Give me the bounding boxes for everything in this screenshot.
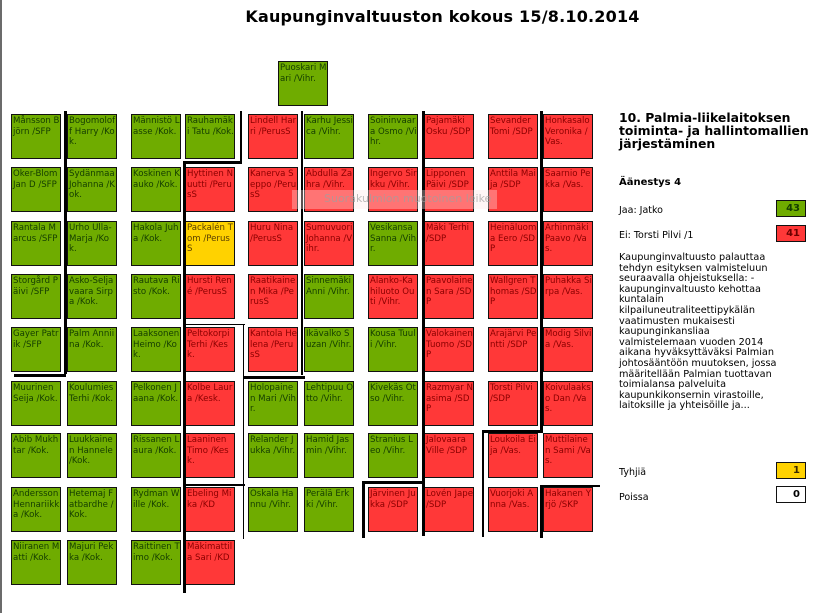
seat-jaa[interactable]: Hakola Juha /Kok. <box>131 221 181 266</box>
seat-ei[interactable]: Paavolainen Sara /SDP <box>424 274 474 319</box>
seat-ei[interactable]: Abdulla Zahra /Vihr. <box>304 167 354 212</box>
seat-jaa[interactable]: Rydman Wille /Kok. <box>131 487 181 532</box>
divider-line <box>422 111 425 536</box>
seat-ei[interactable]: Saarnio Pekka /Vas. <box>543 167 593 212</box>
seat-jaa[interactable]: Männistö Lasse /Kok. <box>131 114 181 159</box>
seat-ei[interactable]: Arhinmäki Paavo /Vas. <box>543 221 593 266</box>
seat-ei[interactable]: Koivulaakso Dan /Vas. <box>543 381 593 426</box>
divider-line <box>183 161 242 164</box>
seat-ei[interactable]: Muttilainen Sami /Vas. <box>543 433 593 478</box>
seat-ei[interactable]: Kanerva Seppo /PerusS <box>248 167 298 212</box>
seat-ei[interactable]: Modig Silvia /Vas. <box>543 327 593 372</box>
divider-line <box>540 485 543 538</box>
seat-ei[interactable]: Razmyar Nasima /SDP <box>424 381 474 426</box>
seat-ei[interactable]: Laaninen Timo /Kesk. <box>185 433 235 478</box>
vote-number: Äänestys 4 <box>619 177 682 188</box>
seat-jaa[interactable]: Koskinen Kauko /Kok. <box>131 167 181 212</box>
seat-jaa[interactable]: Rauhamäki Tatu /Kok. <box>185 114 235 159</box>
divider-line <box>14 374 66 377</box>
seat-jaa[interactable]: Hetemaj Fatbardhe /Kok. <box>67 487 117 532</box>
seat-jaa[interactable]: Pelkonen Jaana /Kok. <box>131 381 181 426</box>
seat-jaa[interactable]: Relander Jukka /Vihr. <box>248 433 298 478</box>
seat-ei[interactable]: Huru Nina /PerusS <box>248 221 298 266</box>
seat-ei[interactable]: Hyttinen Nuutti /PerusS <box>185 167 235 212</box>
seat-jaa[interactable]: Perälä Erkki /Vihr. <box>304 487 354 532</box>
seat-ei[interactable]: Kantola Helena /PerusS <box>248 327 298 372</box>
seat-ei[interactable]: Sumuvuori Johanna /Vihr. <box>304 221 354 266</box>
seat-jaa[interactable]: Andersson Hennariikka /Kok. <box>11 487 61 532</box>
divider-line <box>482 430 543 433</box>
divider-line <box>183 324 245 325</box>
seat-jaa[interactable]: Palm Anniina /Kok. <box>67 327 117 372</box>
seat-ei[interactable]: Jalovaara Ville /SDP <box>424 433 474 478</box>
seat-jaa[interactable]: Rissanen Laura /Kok. <box>131 433 181 478</box>
seat-ei[interactable]: Ebeling Mika /KD <box>185 487 235 532</box>
divider-line <box>183 484 245 486</box>
seat-jaa[interactable]: Kivekäs Otso /Vihr. <box>368 381 418 426</box>
seat-jaa[interactable]: Storgård Päivi /SFP <box>11 274 61 319</box>
seat-jaa[interactable]: Rautava Risto /Kok. <box>131 274 181 319</box>
seat-jaa[interactable]: Soininvaara Osmo /Vihr. <box>368 114 418 159</box>
seat-ei[interactable]: Mäki Terhi /SDP <box>424 221 474 266</box>
seat-jaa[interactable]: Sydänmaa Johanna /Kok. <box>67 167 117 212</box>
divider-line <box>243 324 244 539</box>
seat-jaa[interactable]: Kousa Tuuli /Vihr. <box>368 327 418 372</box>
seat-ei[interactable]: Hakanen Yrjö /SKP <box>543 487 593 532</box>
seat-ei[interactable]: Wallgren Thomas /SDP <box>488 274 538 319</box>
tyhja-count: 1 <box>776 462 806 479</box>
seat-ei[interactable]: Heinäluoma Eero /SDP <box>488 221 538 266</box>
seat-jaa[interactable]: Holopainen Mari /Vihr. <box>248 381 298 426</box>
divider-line <box>243 376 305 379</box>
seat-jaa[interactable]: Rantala Marcus /SFP <box>11 221 61 266</box>
divider-line <box>64 111 67 374</box>
seat-jaa[interactable]: Sinnemäki Anni /Vihr. <box>304 274 354 319</box>
seat-ei[interactable]: Ingervo Sirkku /Vihr. <box>368 167 418 212</box>
divider-line <box>482 430 484 537</box>
seat-jaa[interactable]: Ikävalko Suzan /Vihr. <box>304 327 354 372</box>
seat-ei[interactable]: Hursti René /PerusS <box>185 274 235 319</box>
seat-jaa[interactable]: Gayer Patrik /SFP <box>11 327 61 372</box>
seat-ei[interactable]: Sevander Tomi /SDP <box>488 114 538 159</box>
seat-jaa[interactable]: Muurinen Seija /Kok. <box>11 381 61 426</box>
seat-ei[interactable]: Mäkimattila Sari /KD <box>185 540 235 585</box>
divider-line <box>540 485 600 487</box>
page-title: Kaupunginvaltuuston kokous 15/8.10.2014 <box>245 7 640 26</box>
seat-jaa[interactable]: Abib Mukhtar /Kok. <box>11 433 61 478</box>
seat-jaa[interactable]: Laaksonen Heimo /Kok. <box>131 327 181 372</box>
seat-ei[interactable]: Honkasalo Veronika /Vas. <box>543 114 593 159</box>
divider-line <box>240 111 242 161</box>
seat-jaa[interactable]: Niiranen Matti /Kok. <box>11 540 61 585</box>
seat-jaa[interactable]: Luukkainen Hannele /Kok. <box>67 433 117 478</box>
snipping-tooltip: Suorakulmion muotoinen leike <box>292 190 497 209</box>
divider-line <box>540 111 543 432</box>
seat-ei[interactable]: Anttila Maija /SDP <box>488 167 538 212</box>
ei-count: 41 <box>776 225 806 242</box>
seat-ei[interactable]: Pajamäki Osku /SDP <box>424 114 474 159</box>
seat-jaa[interactable]: Bogomoloff Harry /Kok. <box>67 114 117 159</box>
seat-jaa[interactable]: Urho Ulla-Marja /Kok. <box>67 221 117 266</box>
seat-ei[interactable]: Lindell Harri /PerusS <box>248 114 298 159</box>
seat-jaa[interactable]: Koulumies Terhi /Kok. <box>67 381 117 426</box>
poissa-label: Poissa <box>619 492 649 503</box>
jaa-label: Jaa: Jatko <box>619 205 663 216</box>
agenda-title: 10. Palmia-liikelaitoksen toiminta- ja hallintomallien järjestäminen <box>619 110 809 151</box>
seat-jaa[interactable]: Raittinen Timo /Kok. <box>131 540 181 585</box>
seat-jaa[interactable]: Asko-Seljavaara Sirpa /Kok. <box>67 274 117 319</box>
seat-ei[interactable]: Torsti Pilvi /SDP <box>488 381 538 426</box>
seat-ei[interactable]: Vuorjoki Anna /Vas. <box>488 487 538 532</box>
seat-jaa[interactable]: Vesikansa Sanna /Vihr. <box>368 221 418 266</box>
seat-jaa[interactable]: Månsson Björn /SFP <box>11 114 61 159</box>
seat-ei[interactable]: Raatikainen Mika /PerusS <box>248 274 298 319</box>
divider-line <box>183 161 186 593</box>
divider-line <box>362 481 425 484</box>
seat-ei[interactable]: Alanko-Kahiluoto Outi /Vihr. <box>368 274 418 319</box>
seat-ei[interactable]: Peltokorpi Terhi /Kesk. <box>185 327 235 372</box>
seat-jaa[interactable]: Hamid Jasmin /Vihr. <box>304 433 354 478</box>
seat-ei[interactable]: Loukoila Eija /Vas. <box>488 433 538 478</box>
seat-ei[interactable]: Kolbe Laura /Kesk. <box>185 381 235 426</box>
ei-label: Ei: Torsti Pilvi /1 <box>619 230 694 241</box>
seat-jaa[interactable]: Stranius Leo /Vihr. <box>368 433 418 478</box>
seat-jaa[interactable]: Majuri Pekka /Kok. <box>67 540 117 585</box>
seat-ei[interactable]: Valokainen Tuomo /SDP <box>424 327 474 372</box>
seat-ei[interactable]: Arajärvi Pentti /SDP <box>488 327 538 372</box>
jaa-count: 43 <box>776 200 806 217</box>
seat-ei[interactable]: Järvinen Jukka /SDP <box>368 487 418 532</box>
seat-jaa[interactable]: Karhu Jessica /Vihr. <box>304 114 354 159</box>
seat-ei[interactable]: Puhakka Sirpa /Vas. <box>543 274 593 319</box>
window-left-border <box>0 0 2 613</box>
seat-jaa[interactable]: Oskala Hannu /Vihr. <box>248 487 298 532</box>
divider-line <box>301 111 303 375</box>
seat-ei[interactable]: Lipponen Päivi /SDP <box>424 167 474 212</box>
poissa-count: 0 <box>776 486 806 503</box>
divider-line <box>362 481 365 538</box>
motion-description: Kaupunginvaltuusto palauttaa tehdyn esityksen valmisteluun seuraavalla ohjeistuksella: -kaupunginvaltuusto kehottaa kuntalain kilpailuneutraliteettipykälän vaatimusten mukaisesti kaupunginkansliaa valmistelemaan vuoden 2014 aikana hyväksyttäväksi Palmian johtosääntöön muutoksen, jossa määritellään Palmian tuottavan toimialansa palveluita kaupunkikonsernin virastoille, laitoksille ja yhteisöille ja... <box>619 252 777 412</box>
seat-ei[interactable]: Lovén Jape /SDP <box>424 487 474 532</box>
seat-jaa[interactable]: Lehtipuu Otto /Vihr. <box>304 381 354 426</box>
seat-jaa[interactable]: Puoskari Mari /Vihr. <box>278 61 328 106</box>
seat-jaa[interactable]: Oker-Blom Jan D /SFP <box>11 167 61 212</box>
seat-tyhja[interactable]: Packalén Tom /PerusS <box>185 221 235 266</box>
tyhja-label: Tyhjiä <box>619 467 647 478</box>
